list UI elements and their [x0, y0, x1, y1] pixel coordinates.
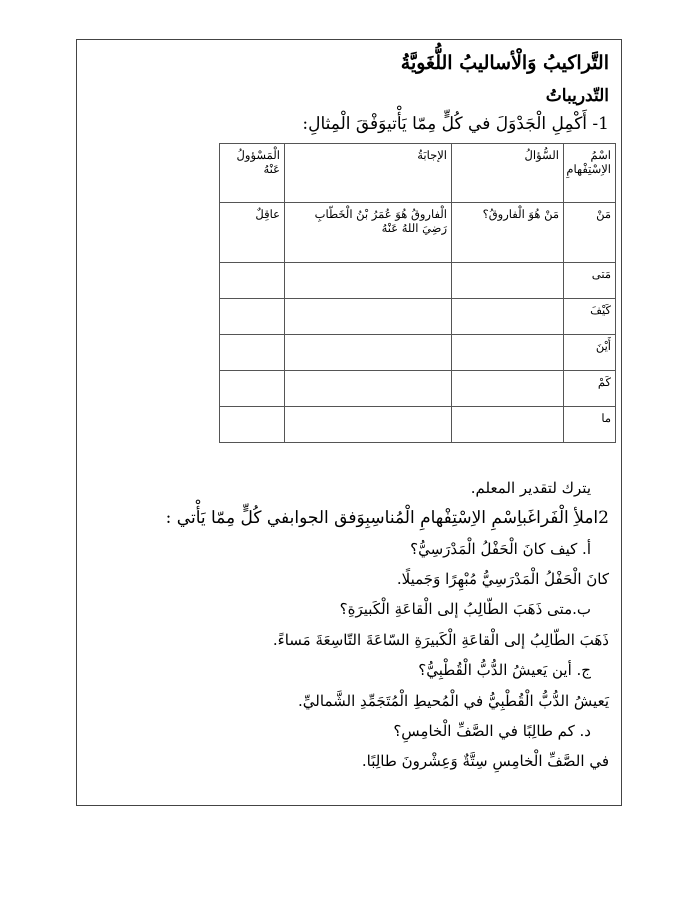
exercise-table: [219, 143, 616, 443]
header-cell: الْمَسْؤولُ عَنْهُ: [220, 144, 285, 203]
blank-cell[interactable]: [220, 371, 285, 407]
blank-cell[interactable]: [452, 299, 564, 335]
table-row: [220, 263, 616, 299]
blank-cell[interactable]: [452, 407, 564, 443]
blank-cell[interactable]: [285, 335, 452, 371]
item-answer: ذَهَبَ الطّالِبُ إلى الْقاعَةِ الْكَبيرَةِ السّاعَةَ التّاسِعَةَ مَساءً.: [272, 631, 609, 649]
blank-cell[interactable]: [452, 371, 564, 407]
word-cell: أَيْنَ: [564, 335, 616, 371]
example-cell: الْفاروقُ هُوَ عُمَرُ بْنُ الْخَطّابِ رَضِيَ اللهُ عَنْهُ: [285, 203, 452, 263]
item-answer: في الصَّفِّ الْخامِسِ سِتَّةٌ وَعِشْرونَ طالِبًا.: [361, 752, 609, 770]
item-question: ب.متى ذَهَبَ الطّالِبُ إلى الْقاعَةِ الْكَبيرَةِ؟: [339, 600, 591, 618]
blank-cell[interactable]: [285, 263, 452, 299]
header-cell: اسْمُ الاِسْتِفْهامِ: [564, 144, 616, 203]
table-header-row: [220, 144, 616, 203]
blank-cell[interactable]: [220, 263, 285, 299]
blank-cell[interactable]: [452, 335, 564, 371]
word-cell: كَيْفَ: [564, 299, 616, 335]
example-cell: مَنْ هُوَ الْفاروقُ؟: [452, 203, 564, 263]
lesson-heading: التَّراكيبُ وَالْأساليبُ اللُّغَويَّةُ: [400, 52, 609, 74]
section-title: التّدريباتُ: [545, 86, 609, 106]
table-row: [220, 335, 616, 371]
teacher-note: يترك لتقدير المعلم.: [470, 479, 591, 497]
item-question: د. كم طالِبًا في الصَّفِّ الْخامِسِ؟: [393, 722, 591, 740]
table-row: [220, 407, 616, 443]
item-question: أ. كيف كانَ الْحَفْلُ الْمَدْرَسِيُّ؟: [410, 540, 591, 558]
blank-cell[interactable]: [220, 335, 285, 371]
header-cell: الإجابَةُ: [285, 144, 452, 203]
item-answer: يَعيشُ الدُّبُّ الْقُطْبِيُّ في الْمُحيطِ الْمُتَجَمِّدِ الشَّماليِّ.: [298, 692, 609, 710]
table-row: [220, 371, 616, 407]
blank-cell[interactable]: [220, 299, 285, 335]
blank-cell[interactable]: [285, 371, 452, 407]
table-row: [220, 203, 616, 263]
word-cell: مَتى: [564, 263, 616, 299]
word-cell: كَمْ: [564, 371, 616, 407]
blank-cell[interactable]: [285, 407, 452, 443]
blank-cell[interactable]: [220, 407, 285, 443]
word-cell: ما: [564, 407, 616, 443]
blank-cell[interactable]: [285, 299, 452, 335]
question-1: 1- أَكْمِلِ الْجَدْوَلَ في كُلٍّ مِمّا يَأْتيوَفْقَ الْمِثالِ:: [302, 114, 609, 134]
item-answer: كانَ الْحَفْلُ الْمَدْرَسِيُّ مُبْهِرًا وَجَميلًا.: [396, 570, 609, 588]
example-cell: عاقِلٌ: [220, 203, 285, 263]
example-cell: مَنْ: [564, 203, 616, 263]
table-row: [220, 299, 616, 335]
item-question: ج. أين يَعيشُ الدُّبُّ الْقُطْبِيُّ؟: [418, 661, 591, 679]
question-2: 2املأِ الْفَراغَباِسْمِ الاِسْتِفْهامِ الْمُناسِبِوَفق الجوابفي كُلٍّ مِمّا يَأْتي :: [165, 508, 609, 528]
header-cell: السُّؤالُ: [452, 144, 564, 203]
blank-cell[interactable]: [452, 263, 564, 299]
